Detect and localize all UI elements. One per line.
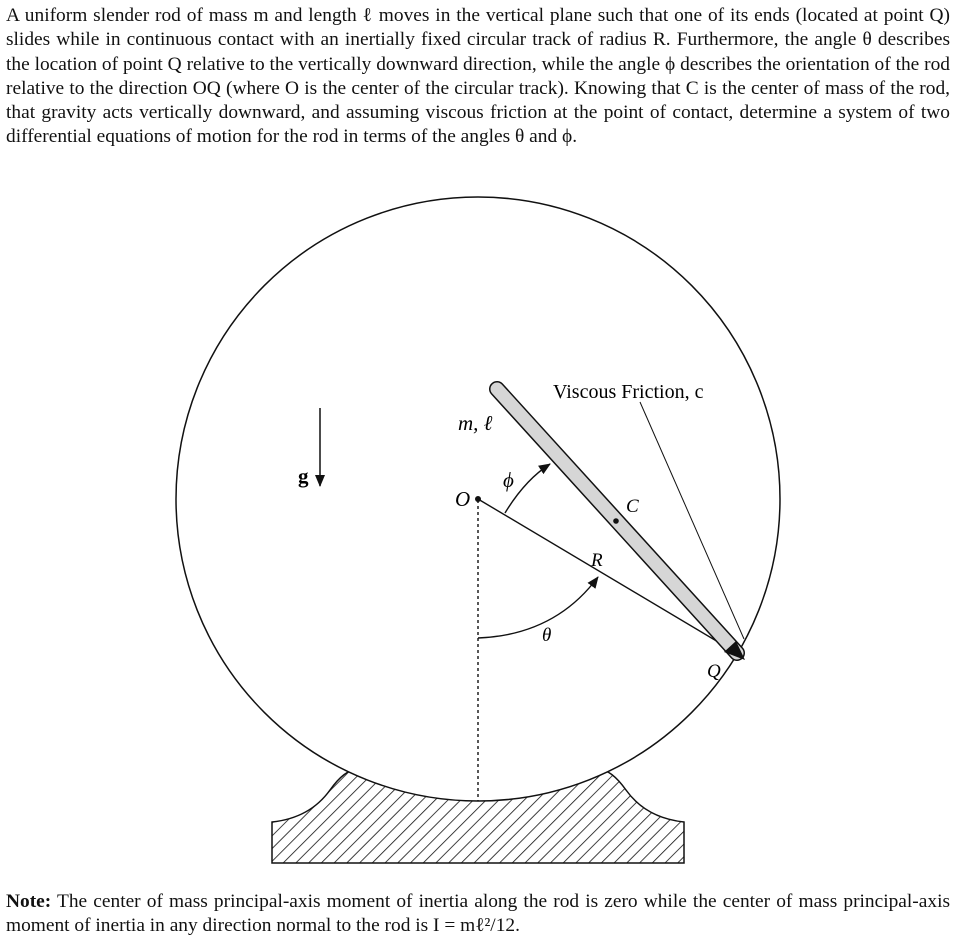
center-of-mass-dot	[613, 518, 619, 524]
theta-label: θ	[542, 625, 552, 646]
phi-label: ϕ	[503, 468, 514, 492]
note	[6, 890, 950, 939]
friction-label: Viscous Friction, c	[553, 381, 704, 403]
origin-label: O	[455, 487, 471, 511]
gravity-label: g	[298, 464, 309, 488]
origin-dot	[475, 496, 481, 502]
note-heading: Note:	[6, 891, 52, 912]
note-text: The center of mass principal-axis moment of inertia along the rod is zero while the center of mass principal-axis moment of inertia in any direction normal to the rod is I = mℓ²/12.	[6, 891, 950, 937]
mass-length-label: m, ℓ	[458, 411, 493, 435]
center-mass-label: C	[626, 496, 639, 517]
contact-point-label: Q	[707, 661, 721, 682]
problem-statement: A uniform slender rod of mass m and length ℓ moves in the vertical plane such that one of its ends (located at point Q) slides while in continuous contact with an inertially fixed circular track of radius R. Furthermore, the angle θ describes the location of point Q relative to the vertically downward direction, while the angle ϕ describes the orientation of the rod relative to the direction OQ (where O is the center of the circular track). Knowing that C is the center of mass of the rod, that gravity acts vertically downward, and assuming viscous friction at the point of contact, determine a system of two differential equations of motion for the rod in terms of the angles θ and ϕ.	[6, 5, 950, 148]
radius-label: R	[591, 550, 603, 571]
